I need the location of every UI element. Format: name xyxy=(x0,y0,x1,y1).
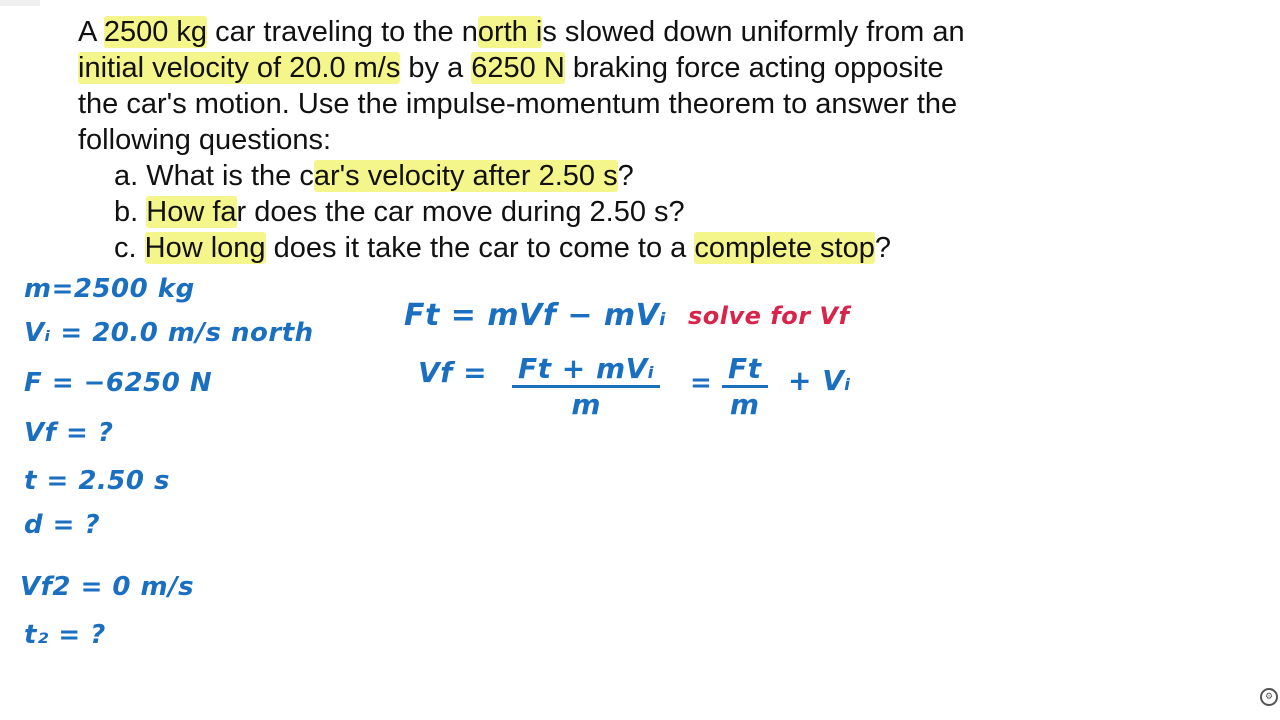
question-b xyxy=(78,194,1078,230)
text: a. What is the c xyxy=(114,160,314,192)
text: A xyxy=(78,16,104,48)
text: s slowed down uniformly from an xyxy=(542,16,965,48)
vf-label: Vf = xyxy=(418,356,488,389)
problem-line-4: following questions: xyxy=(78,124,332,156)
equals-sign: = xyxy=(690,368,713,398)
text: r does the car move during 2.50 s? xyxy=(236,196,685,228)
given-final-velocity: Vf = ? xyxy=(24,418,114,448)
highlight-initial-velocity: initial velocity of 20.0 m/s xyxy=(78,52,401,84)
given-final-velocity-2: Vf2 = 0 m/s xyxy=(20,572,195,602)
settings-icon[interactable]: ⚙ xyxy=(1260,688,1278,706)
text: ? xyxy=(874,232,892,264)
highlight-north: orth i xyxy=(477,16,543,48)
fraction-2-numerator: Ft xyxy=(722,352,768,388)
problem-statement xyxy=(78,14,1078,266)
text: by a xyxy=(400,52,472,84)
fraction-1-numerator: Ft + mVᵢ xyxy=(512,352,660,388)
problem-line-2 xyxy=(78,50,1078,86)
impulse-momentum-equation: Ft = mVf − mVᵢ xyxy=(404,298,667,333)
text: ? xyxy=(617,160,634,192)
given-time: t = 2.50 s xyxy=(24,466,170,496)
problem-line-1 xyxy=(78,14,1078,50)
given-distance: d = ? xyxy=(24,510,101,540)
text: car traveling to the n xyxy=(207,16,478,48)
given-mass: m=2500 kg xyxy=(24,274,195,304)
highlight-velocity-after: ar's velocity after 2.50 s xyxy=(313,160,618,192)
highlight-complete-stop: complete stop xyxy=(694,232,875,264)
text: braking force acting opposite xyxy=(564,52,944,84)
highlight-how-long: How long xyxy=(144,232,266,264)
top-corner-chip xyxy=(0,0,40,6)
given-force: F = −6250 N xyxy=(24,368,213,398)
fraction-2 xyxy=(722,352,768,421)
given-time-2: t₂ = ? xyxy=(24,620,106,650)
fraction-1-denominator: m xyxy=(571,388,602,421)
text: b. xyxy=(114,196,147,228)
question-a xyxy=(78,158,1078,194)
fraction-1 xyxy=(512,352,660,421)
given-initial-velocity: Vᵢ = 20.0 m/s north xyxy=(24,318,314,348)
fraction-2-denominator: m xyxy=(729,388,760,421)
text: does it take the car to come to a xyxy=(265,232,695,264)
text: c. xyxy=(114,232,145,264)
problem-line-3: the car's motion. Use the impulse-momentum theorem to answer the xyxy=(78,88,958,120)
plus-vi: + Vᵢ xyxy=(788,364,852,397)
solve-for-note: solve for Vf xyxy=(688,302,850,330)
highlight-mass: 2500 kg xyxy=(103,16,208,48)
highlight-force: 6250 N xyxy=(471,52,565,84)
highlight-how-far: How fa xyxy=(146,196,237,228)
question-c xyxy=(78,230,1078,266)
